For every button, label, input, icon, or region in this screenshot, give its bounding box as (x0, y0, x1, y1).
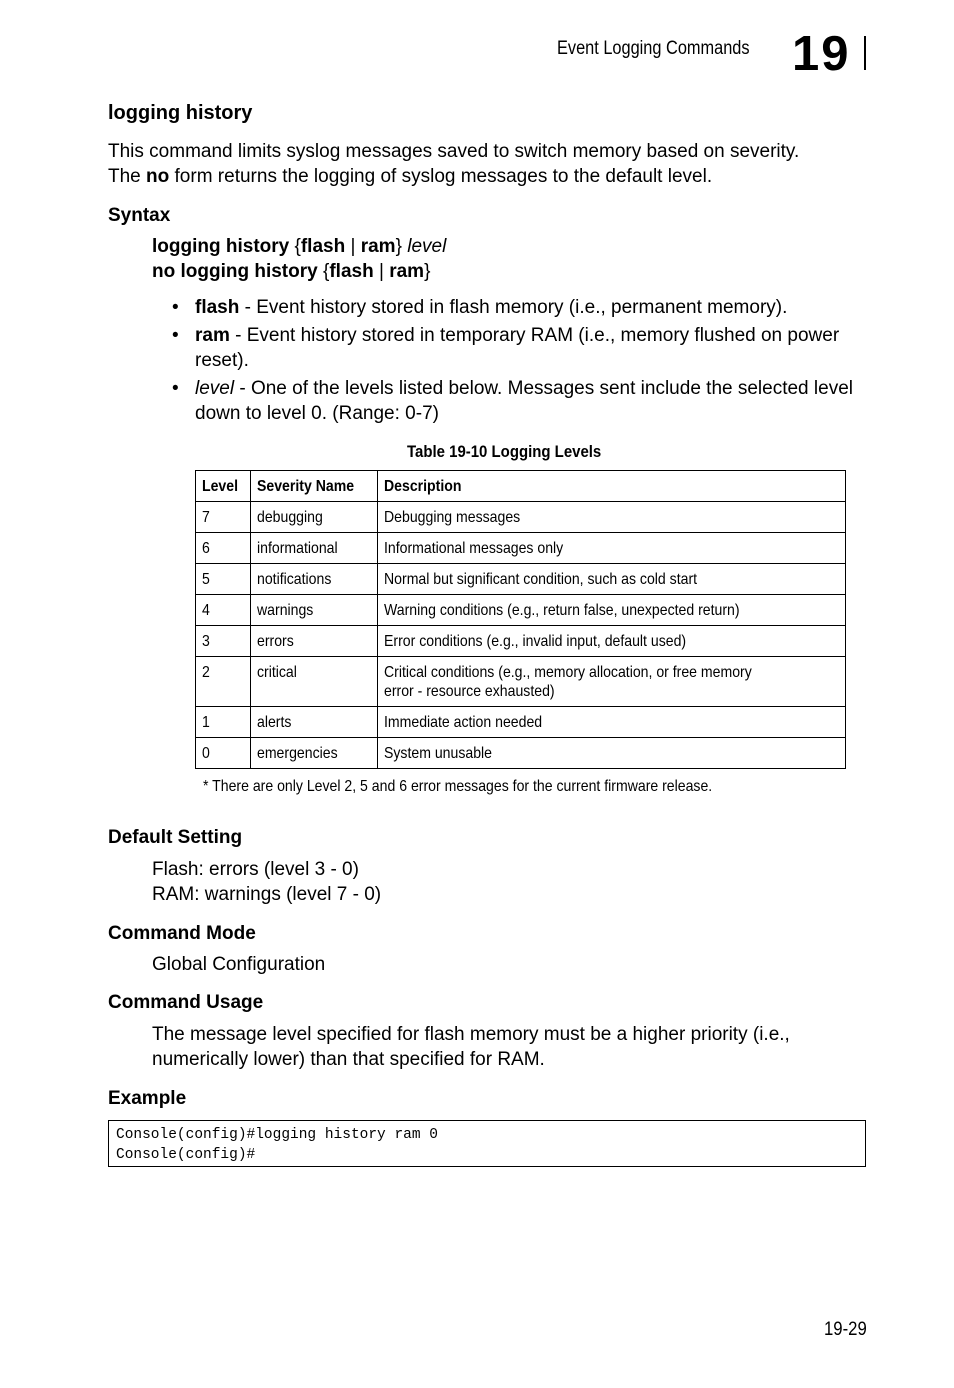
description-cell: Critical conditions (e.g., memory allocation, or free memory error - resource exhausted) (378, 657, 846, 707)
syntax-keyword: no logging history (152, 261, 323, 282)
parameter-list (172, 295, 872, 429)
list-item (172, 376, 872, 426)
bullet-icon: • (172, 297, 179, 318)
command-mode-value: Global Configuration (152, 954, 326, 975)
severity-cell: critical (250, 657, 377, 707)
command-mode-text (152, 952, 325, 977)
column-header: Description (378, 471, 846, 502)
description-cell: Debugging messages (378, 502, 846, 533)
table-row (196, 707, 846, 738)
level-cell: 2 (196, 657, 251, 707)
column-header: Level (196, 471, 251, 502)
description-cell: Normal but significant condition, such as cold start (378, 564, 846, 595)
description-line: This command limits syslog messages saved to switch memory based on severity. (108, 141, 800, 162)
table-row (196, 564, 846, 595)
syntax-keyword: logging history (152, 236, 295, 257)
separator: | (345, 236, 361, 257)
severity-cell: emergencies (250, 738, 377, 769)
table-header-row (196, 471, 846, 502)
syntax-line (152, 234, 446, 259)
text-run: form returns the logging of syslog messages to the default level. (169, 166, 713, 187)
brace: { (322, 261, 330, 282)
example-heading: Example (108, 1088, 187, 1109)
level-cell: 1 (196, 707, 251, 738)
chapter-number: 19 (792, 27, 851, 81)
table-footnote: * There are only Level 2, 5 and 6 error messages for the current firmware release. (203, 778, 713, 795)
command-description (108, 139, 799, 189)
level-cell: 6 (196, 533, 251, 564)
default-setting-text (152, 857, 381, 907)
brace: { (294, 236, 301, 257)
brace: } (424, 261, 431, 282)
command-usage-heading: Command Usage (108, 992, 264, 1013)
separator: | (373, 261, 390, 282)
severity-cell: errors (250, 626, 377, 657)
list-item (172, 295, 872, 320)
usage-line: numerically lower) than that specified for RAM. (152, 1049, 545, 1070)
chapter-divider (864, 36, 866, 70)
table-row (196, 738, 846, 769)
level-cell: 4 (196, 595, 251, 626)
param-text: - Event history stored in flash memory (i.e., permanent memory). (239, 297, 788, 318)
description-line (108, 164, 799, 189)
command-mode-heading: Command Mode (108, 923, 256, 944)
syntax-heading: Syntax (108, 205, 171, 226)
description-cell: Warning conditions (e.g., return false, unexpected return) (378, 595, 846, 626)
syntax-line (152, 259, 446, 284)
level-cell: 3 (196, 626, 251, 657)
table-caption: Table 19-10 Logging Levels (407, 442, 602, 461)
description-cell: Error conditions (e.g., invalid input, default used) (378, 626, 846, 657)
logging-levels-table (195, 470, 846, 769)
bullet-icon: • (172, 378, 179, 399)
table-row (196, 502, 846, 533)
example-code-block (108, 1120, 866, 1167)
param-text: - Event history stored in temporary RAM (i.e., memory flushed on power reset). (195, 325, 840, 371)
severity-cell: warnings (250, 595, 377, 626)
severity-cell: alerts (250, 707, 377, 738)
command-usage-text (152, 1022, 790, 1072)
code-line: Console(config)# (116, 1147, 256, 1163)
param-term: level (195, 378, 235, 399)
param-term: ram (195, 325, 230, 346)
level-cell: 0 (196, 738, 251, 769)
table-row (196, 657, 846, 707)
list-item (172, 323, 872, 373)
bullet-icon: • (172, 325, 179, 346)
level-cell: 7 (196, 502, 251, 533)
column-header: Severity Name (250, 471, 377, 502)
text-run: The (108, 166, 147, 187)
severity-cell: informational (250, 533, 377, 564)
table-row (196, 595, 846, 626)
usage-line: The message level specified for flash memory must be a higher priority (i.e., (152, 1024, 790, 1045)
default-flash: Flash: errors (level 3 - 0) (152, 859, 359, 880)
description-cell: Immediate action needed (378, 707, 846, 738)
table-row (196, 626, 846, 657)
description-cell: System unusable (378, 738, 846, 769)
param-term: flash (195, 297, 240, 318)
table-row (196, 533, 846, 564)
syntax-keyword: flash (300, 236, 346, 257)
command-title: logging history (108, 102, 253, 124)
running-header: Event Logging Commands (557, 38, 750, 59)
syntax-block (152, 234, 446, 284)
param-text: - One of the levels listed below. Messages sent include the selected level down to level 0. (Range: 0-7) (195, 378, 853, 424)
brace: } (395, 236, 402, 257)
keyword-no: no (146, 166, 170, 187)
syntax-keyword: ram (389, 261, 425, 282)
severity-cell: notifications (250, 564, 377, 595)
code-line: Console(config)#logging history ram 0 (116, 1127, 438, 1143)
syntax-argument: level (401, 236, 447, 257)
page-number: 19-29 (824, 1319, 867, 1340)
level-cell: 5 (196, 564, 251, 595)
syntax-keyword: flash (329, 261, 374, 282)
syntax-keyword: ram (360, 236, 396, 257)
severity-cell: debugging (250, 502, 377, 533)
description-cell: Informational messages only (378, 533, 846, 564)
default-setting-heading: Default Setting (108, 827, 243, 848)
default-ram: RAM: warnings (level 7 - 0) (152, 884, 382, 905)
